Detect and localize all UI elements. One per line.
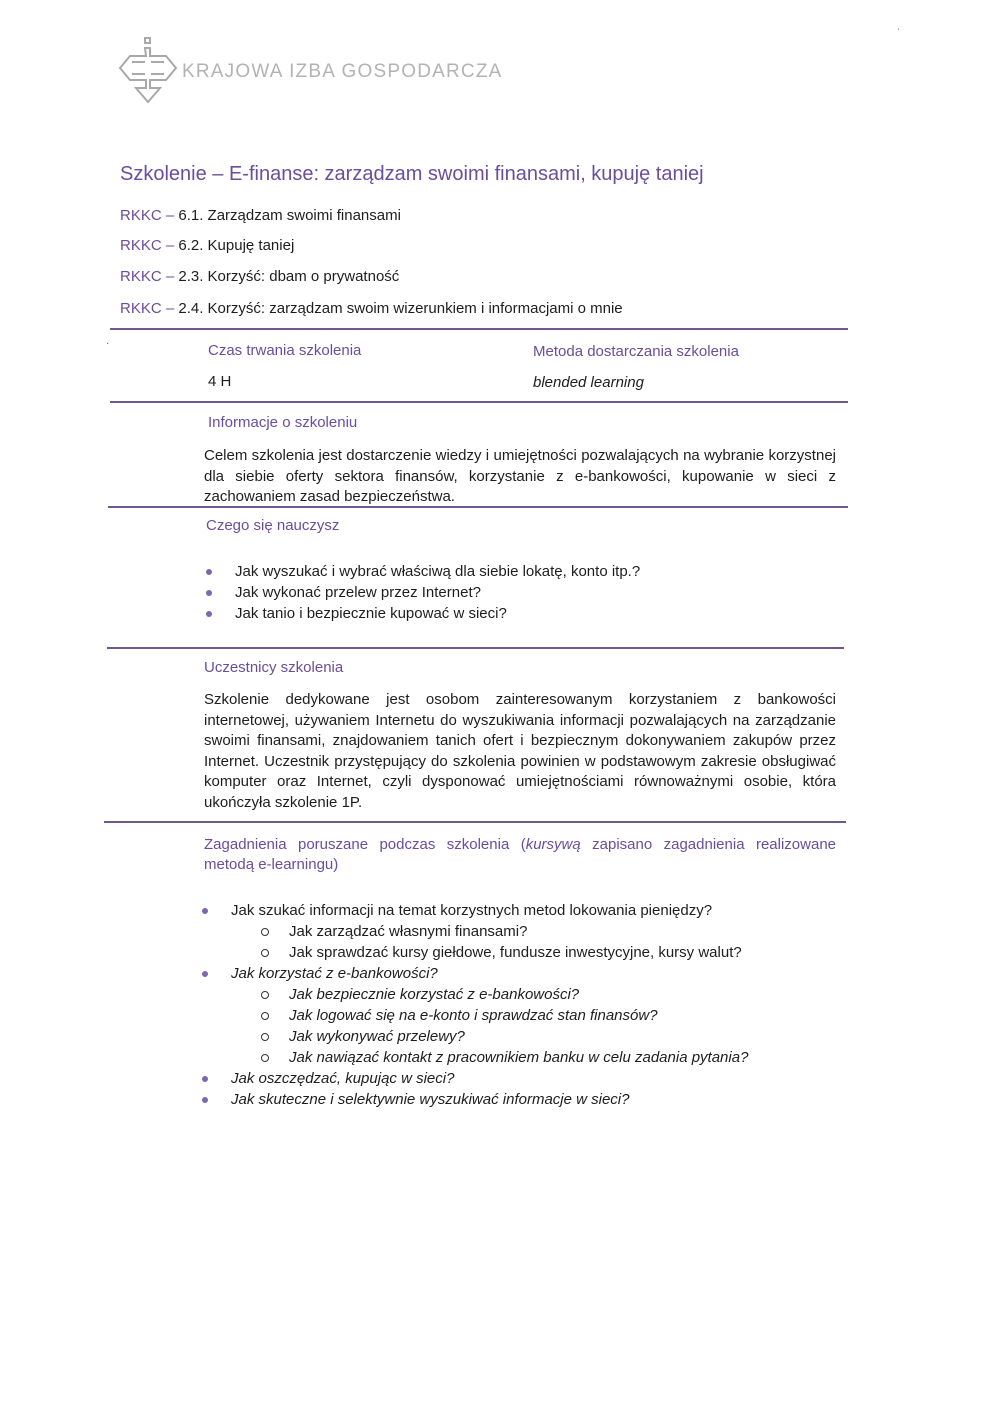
scan-mark: ·: [106, 338, 110, 349]
rkkc-text: 2.4. Korzyść: zarządzam swoim wizerunkiem i informacjami o mnie: [178, 300, 623, 317]
list-item: [200, 1068, 748, 1089]
info-label: Informacje o szkoleniu: [208, 414, 358, 431]
document-title: Szkolenie – E-finanse: zarządzam swoimi finansami, kupuję taniej: [120, 163, 704, 185]
rkkc-code: RKKC –: [120, 268, 179, 285]
list-subitem: [200, 942, 748, 963]
scan-mark: ˈ: [897, 28, 901, 39]
bullet-icon: [202, 908, 208, 914]
list-item-text: Jak wykonać przelew przez Internet?: [235, 584, 481, 601]
organization-name: KRAJOWA IZBA GOSPODARCZA: [182, 61, 503, 82]
circle-bullet-icon: [261, 1033, 269, 1041]
rkkc-item: [120, 237, 294, 254]
topics-label: [204, 835, 836, 875]
list-item-text: Jak nawiązać kontakt z pracownikiem banku w celu zadania pytania?: [289, 1049, 749, 1066]
divider: [110, 328, 848, 330]
method-value: blended learning: [533, 374, 644, 391]
info-text: Celem szkolenia jest dostarczenie wiedzy i umiejętności pozwalających na wybranie korzystnej dla siebie oferty sektora finansów, korzystanie z e-bankowości, kupowanie w sieci z zachowaniem zasad bezpieczeństwa.: [204, 447, 836, 505]
list-subitem: [200, 1026, 748, 1047]
list-subitem: [200, 984, 748, 1005]
rkkc-code: RKKC –: [120, 300, 179, 317]
list-subitem: [200, 1005, 748, 1026]
list-item: [200, 900, 748, 921]
bullet-icon: [206, 590, 212, 596]
duration-label: Czas trwania szkolenia: [208, 342, 362, 359]
participants-text: Szkolenie dedykowane jest osobom zainteresowanym korzystaniem z bankowości internetowej, używaniem Internetu do wyszukiwania informacji pozwalających na zarządzanie swoimi finansami, znajdowaniem tanich ofert i bezpiecznym dokonywaniem zakupów przez Internet. Uczestnik przystępujący do szkolenia powinien w podstawowym zakresie obsługiwać komputer oraz Internet, czyli dysponować umiejętnościami równoważnymi osobie, która ukończyła szkolenie 1P.: [204, 691, 836, 811]
participants-label: Uczestnicy szkolenia: [204, 659, 344, 676]
topics-label-part: Zagadnienia poruszane podczas szkolenia (: [204, 836, 526, 853]
divider: [107, 647, 844, 649]
bullet-icon: [206, 611, 212, 617]
rkkc-text: 6.2. Kupuję taniej: [178, 237, 295, 254]
bullet-icon: [202, 971, 208, 977]
list-subitem: [200, 1047, 748, 1068]
rkkc-code: RKKC –: [120, 207, 179, 224]
duration-value: 4 H: [208, 373, 232, 390]
rkkc-text: 2.3. Korzyść: dbam o prywatność: [178, 268, 400, 285]
list-item: [204, 603, 640, 624]
method-label: Metoda dostarczania szkolenia: [533, 343, 739, 360]
list-item: [200, 1089, 748, 1110]
list-item: [204, 561, 640, 582]
list-item-text: Jak sprawdzać kursy giełdowe, fundusze inwestycyjne, kursy walut?: [289, 944, 742, 961]
list-item-text: Jak tanio i bezpiecznie kupować w sieci?: [235, 605, 507, 622]
kig-logo-icon: [118, 36, 178, 104]
list-item: [200, 963, 748, 984]
topics-label-part: zapisano zagadnienia realizowane metodą e-learningu): [204, 836, 837, 873]
list-item-text: Jak szukać informacji na temat korzystnych metod lokowania pieniędzy?: [231, 902, 713, 919]
rkkc-code: RKKC –: [120, 237, 179, 254]
list-subitem: [200, 921, 748, 942]
list-item-text: Jak korzystać z e-bankowości?: [231, 965, 438, 982]
learn-label: Czego się nauczysz: [206, 517, 340, 534]
bullet-icon: [206, 569, 212, 575]
list-item-text: Jak bezpiecznie korzystać z e-bankowości?: [289, 986, 580, 1003]
circle-bullet-icon: [261, 1054, 269, 1062]
list-item: [204, 582, 640, 603]
list-item-text: Jak skuteczne i selektywnie wyszukiwać informacje w sieci?: [231, 1091, 630, 1108]
circle-bullet-icon: [261, 991, 269, 999]
topics-label-italic: kursywą: [525, 836, 581, 853]
rkkc-text: 6.1. Zarządzam swoimi finansami: [178, 207, 401, 224]
divider: [110, 401, 848, 403]
divider: [108, 506, 848, 508]
bullet-icon: [202, 1097, 208, 1103]
list-item-text: Jak oszczędzać, kupując w sieci?: [231, 1070, 455, 1087]
list-item-text: Jak wyszukać i wybrać właściwą dla siebie lokatę, konto itp.?: [235, 563, 641, 580]
bullet-icon: [202, 1076, 208, 1082]
circle-bullet-icon: [261, 1012, 269, 1020]
rkkc-item: [120, 300, 623, 317]
list-item-text: Jak logować się na e-konto i sprawdzać stan finansów?: [289, 1007, 658, 1024]
learn-list: [204, 561, 640, 624]
list-item-text: Jak zarządzać własnymi finansami?: [289, 923, 528, 940]
circle-bullet-icon: [261, 949, 269, 957]
circle-bullet-icon: [261, 928, 269, 936]
topics-list: [200, 900, 748, 1110]
list-item-text: Jak wykonywać przelewy?: [289, 1028, 465, 1045]
divider: [104, 821, 846, 823]
rkkc-item: [120, 268, 399, 285]
rkkc-item: [120, 207, 401, 224]
